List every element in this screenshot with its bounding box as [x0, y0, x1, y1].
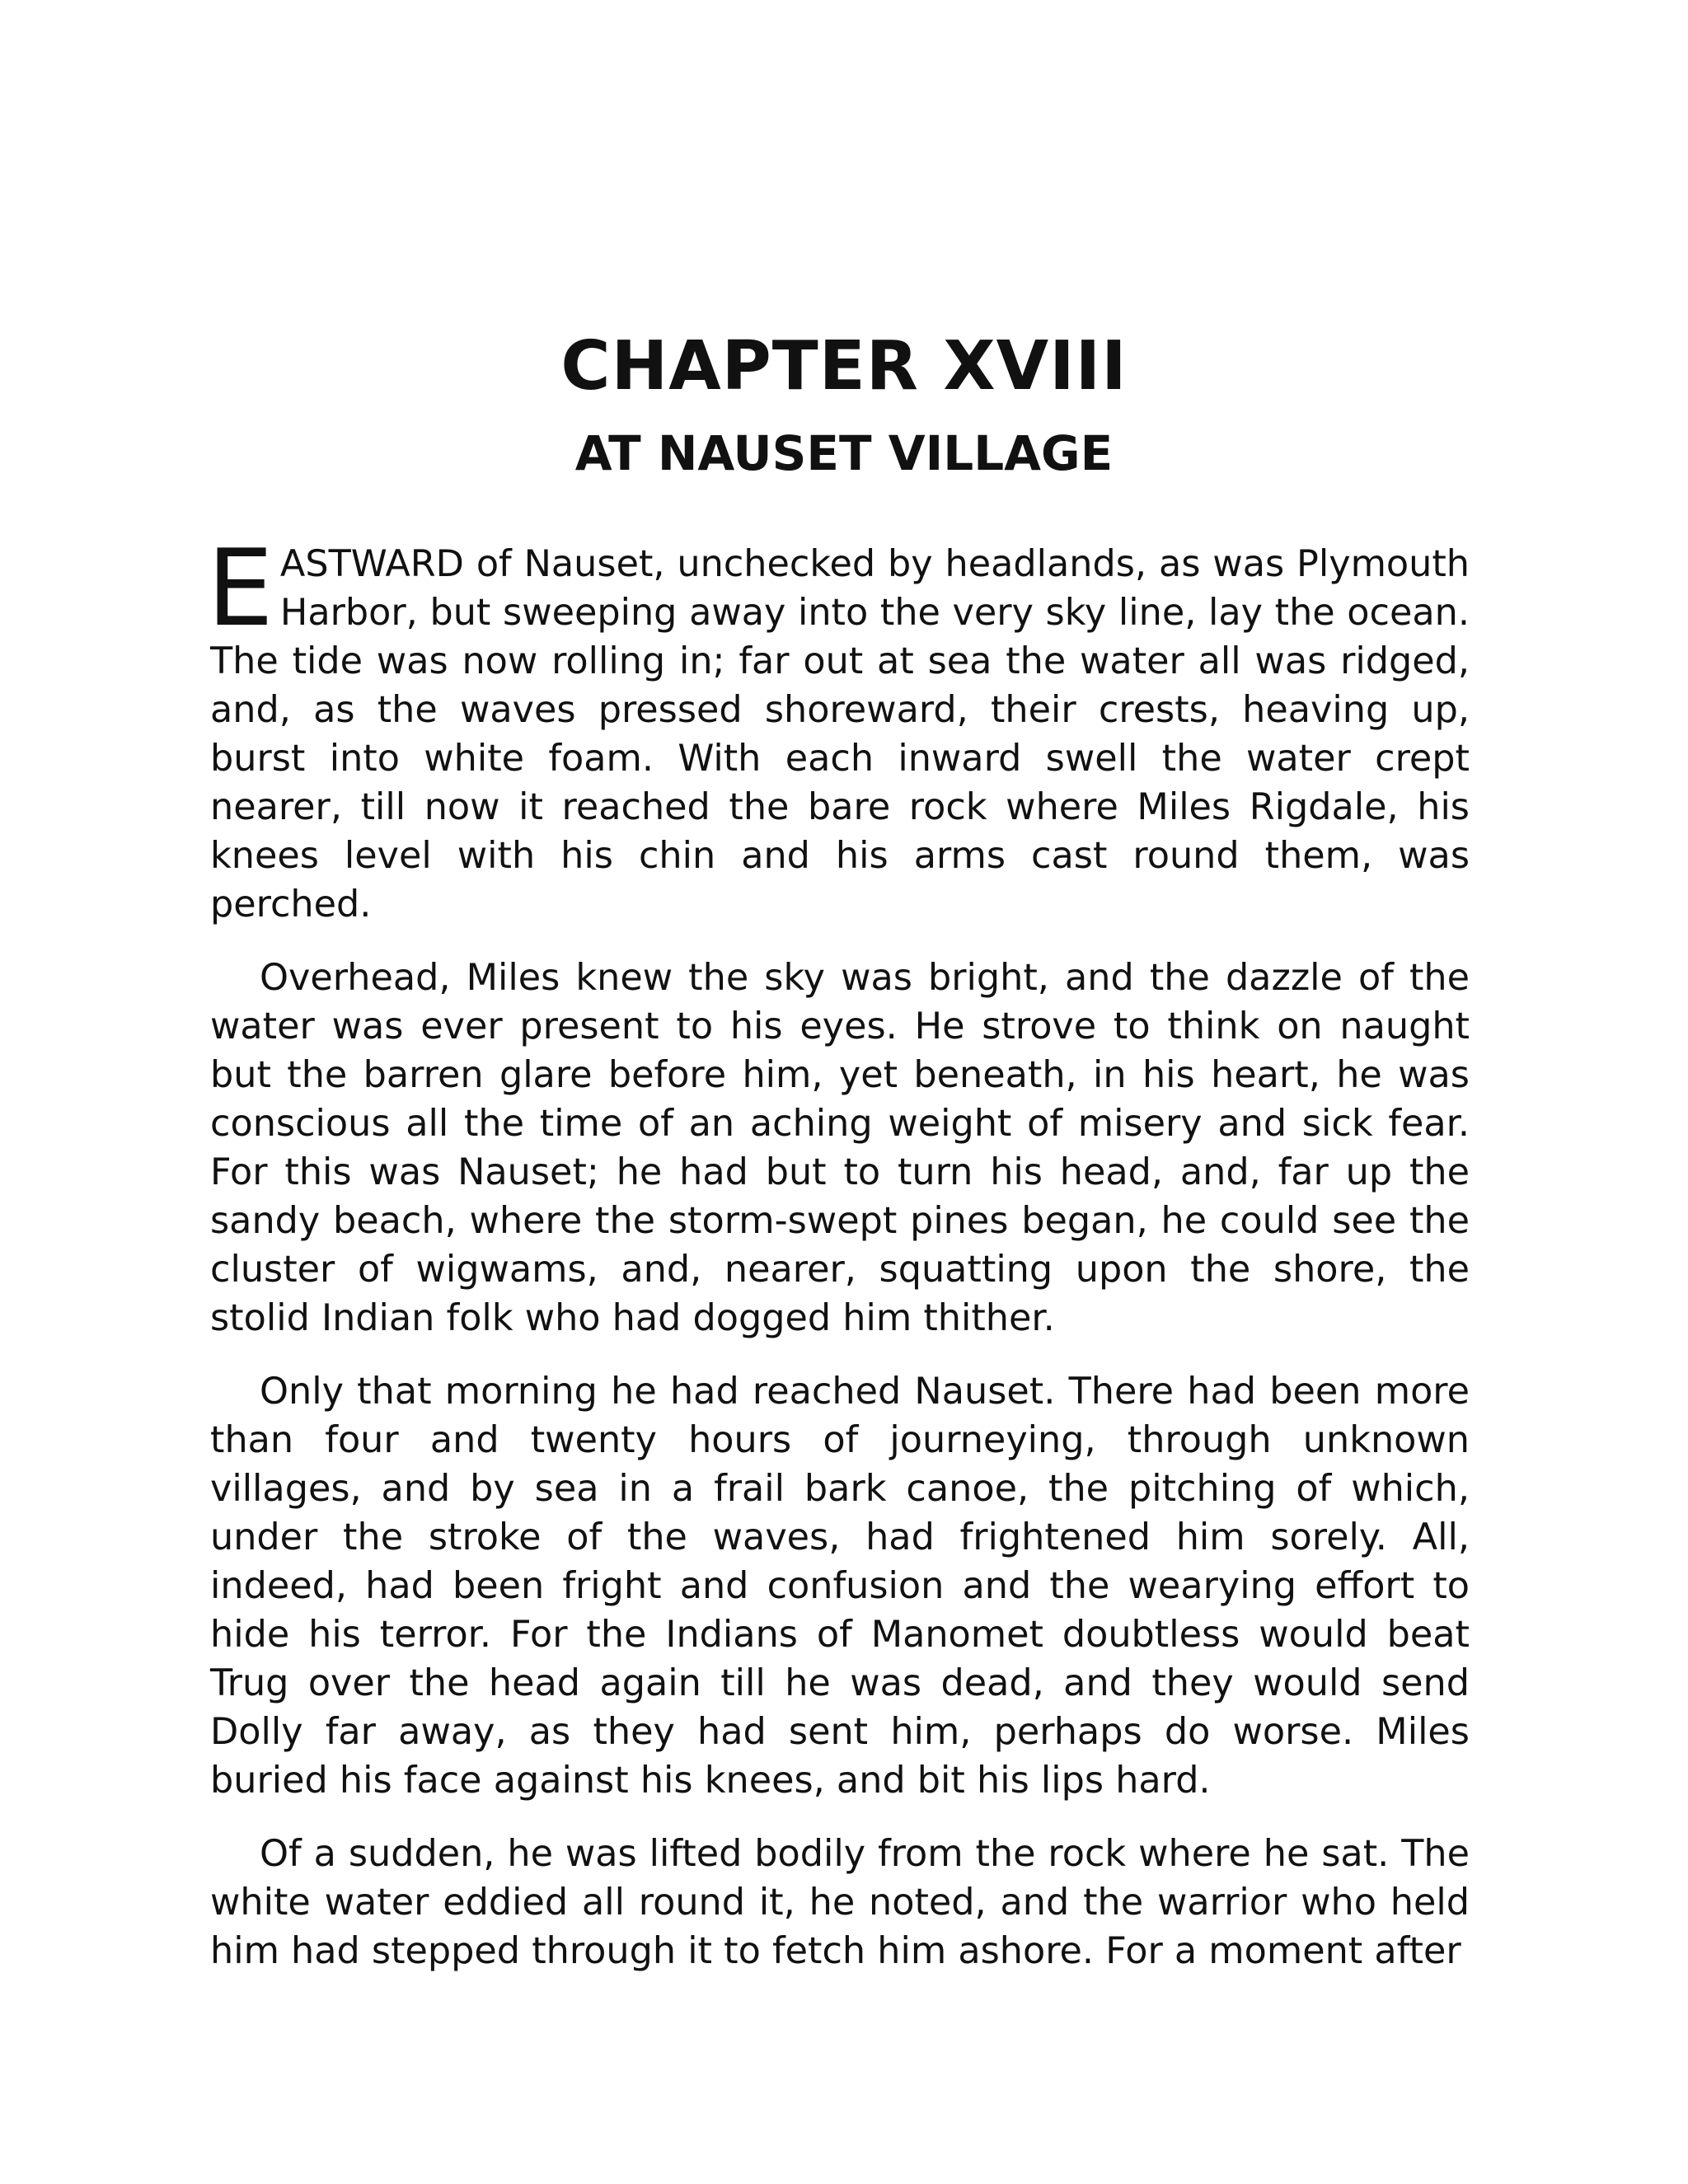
chapter-number: CHAPTER XVIII: [560, 327, 1128, 405]
paragraph-3: Only that morning he had reached Nauset. There had been more than four and twenty hours of journeying, through unknown villages, and by sea in a frail bark canoe, the pitching of which, under the stroke of the waves, had frightened him sorely. All, indeed, had been fright and confusion and the wearying effort to hide his terror. For the Indians of Manomet doubtless would beat Trug over the head again till he was dead, and they would send Dolly far away, as they had sent him, perhaps do worse. Miles buried his face against his knees, and bit his lips hard.: [210, 1371, 1470, 1802]
chapter-title: AT NAUSET VILLAGE: [574, 425, 1114, 481]
paragraph-1: [207, 527, 1470, 929]
paragraph-2: Overhead, Miles knew the sky was bright, and the dazzle of the water was ever present to his eyes. He strove to think on naught but the barren glare before him, yet beneath, in his heart, he was conscious all the time of an aching weight of misery and sick fear. For this was Nauset; he had but to turn his head, and, far up the sandy beach, where the storm-swept pines began, he could see the cluster of wigwams, and, nearer, squatting upon the shore, the stolid Indian folk who had dogged him thither.: [210, 957, 1470, 1339]
paragraph-4: Of a sudden, he was lifted bodily from the rock where he sat. The white water eddied all round it, he noted, and the warrior who held him had stepped through it to fetch him ashore. For a moment after: [210, 1833, 1470, 1972]
paragraph-1-text: ASTWARD of Nauset, unchecked by headlands, as was Plymouth Harbor, but sweeping away into the very sky line, lay the ocean. The tide was now rolling in; far out at sea the water all was ridged, and, as the waves pressed shoreward, their crests, heaving up, burst into white foam. With each inward swell the water crept nearer, till now it reached the bare rock where Miles Rigdale, his knees level with his chin and his arms cast round them, was perched.: [210, 543, 1470, 926]
drop-cap: E: [207, 527, 274, 650]
chapter-body: [207, 527, 1470, 2000]
